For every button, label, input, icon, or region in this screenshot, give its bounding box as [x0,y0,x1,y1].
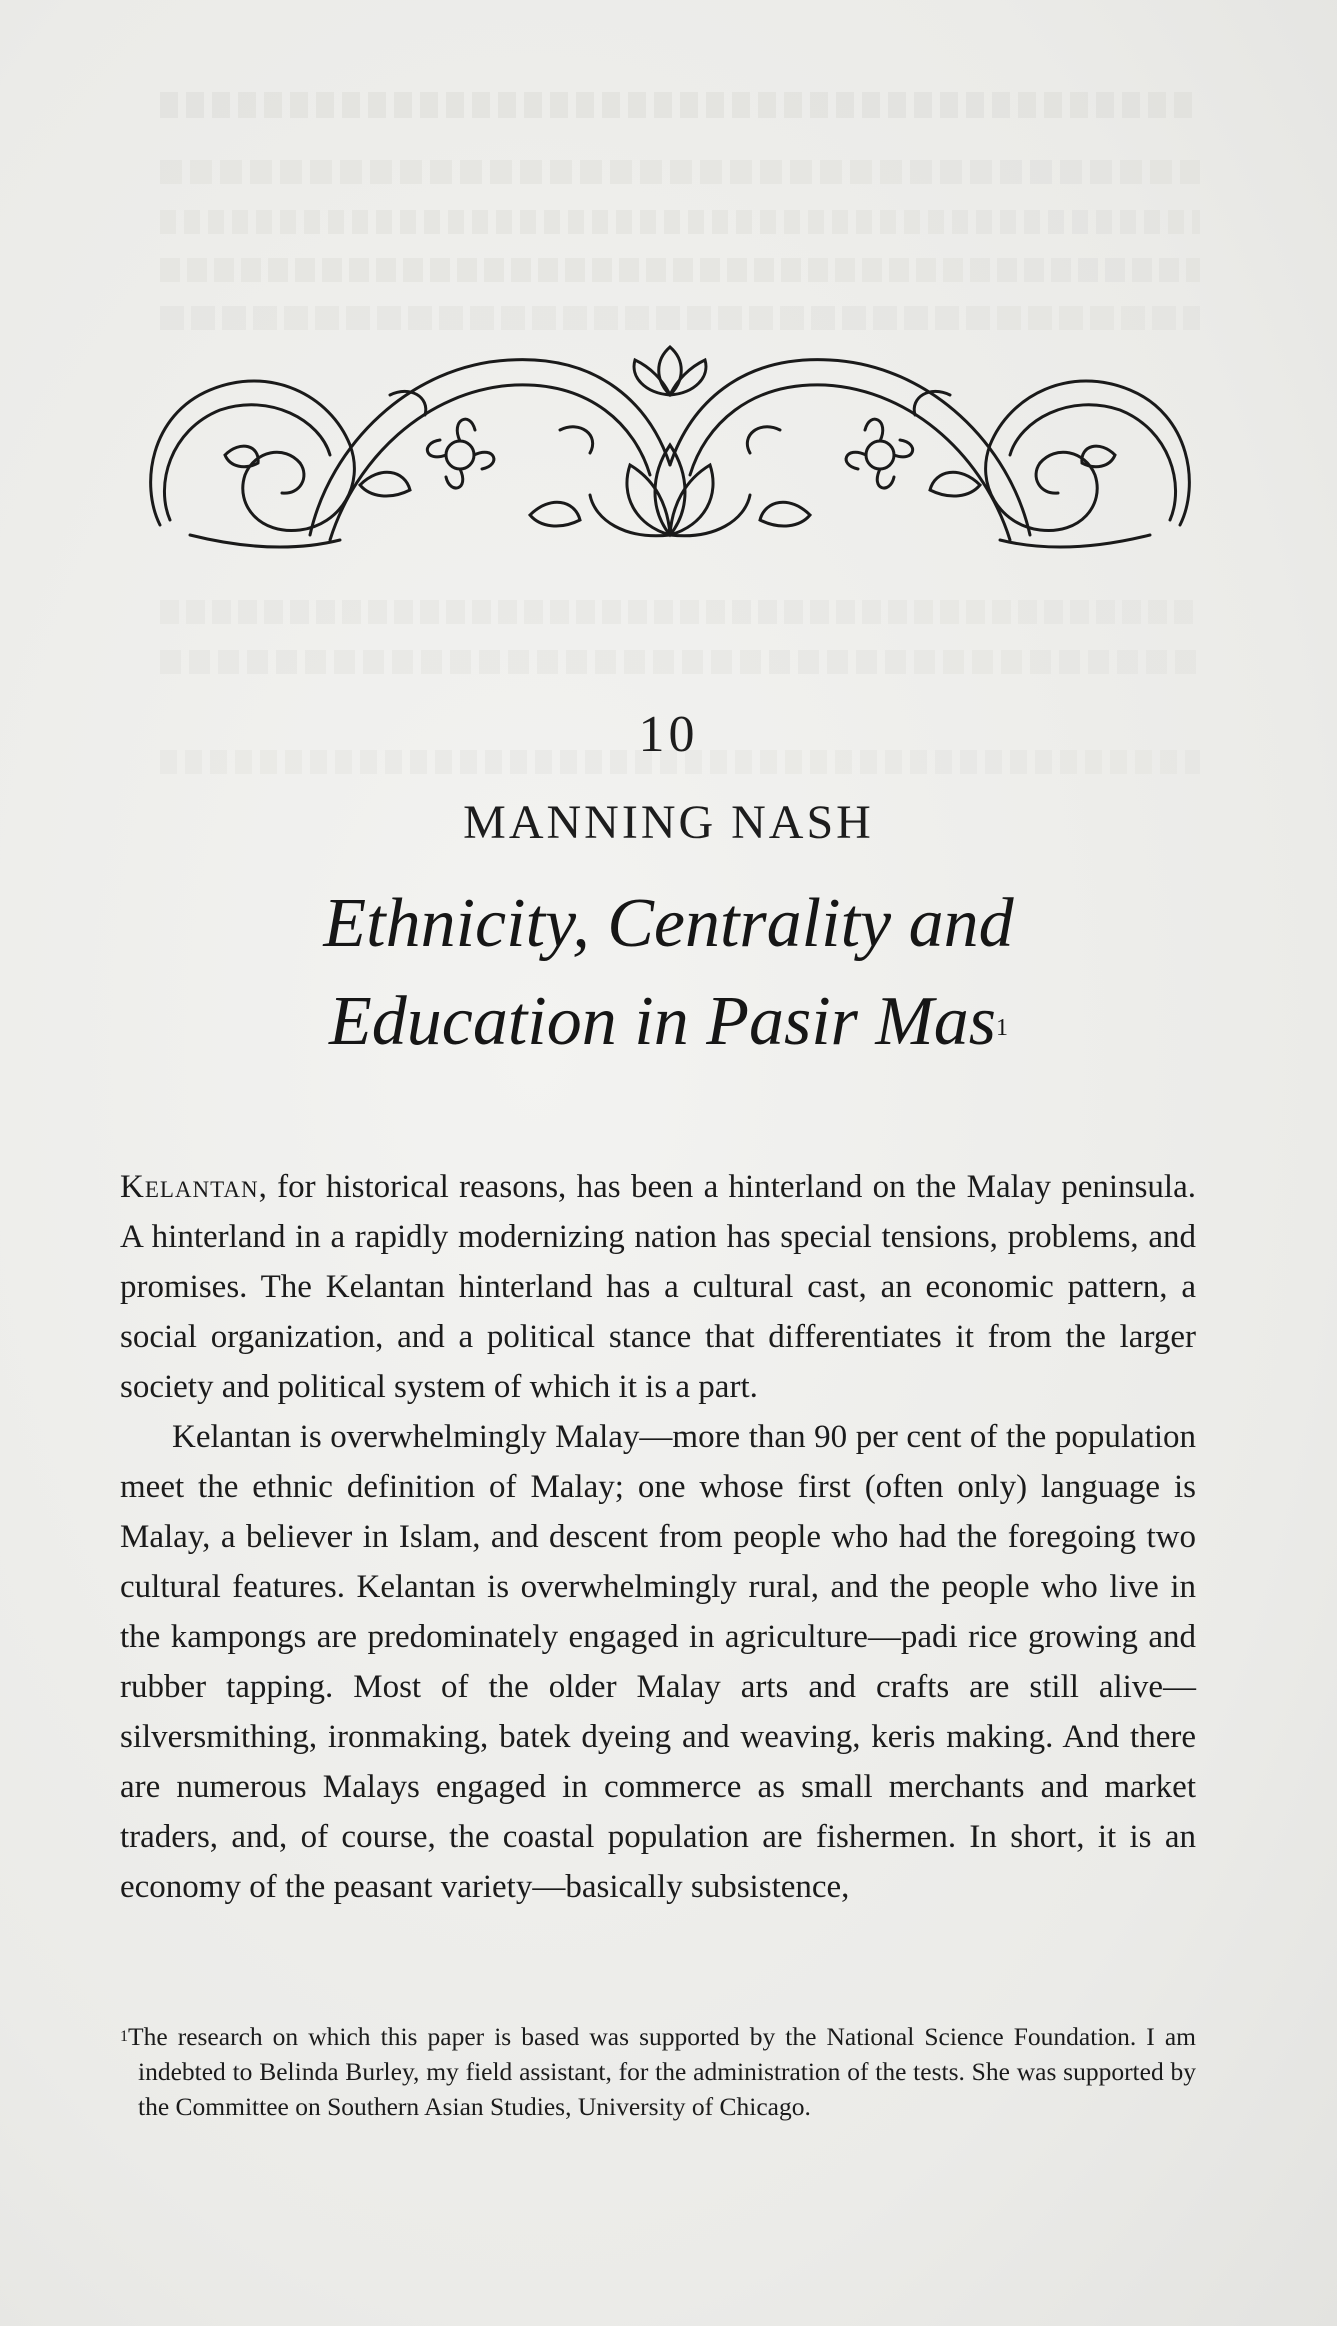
paragraph-1-text: , for historical reasons, has been a hinterland on the Malay peninsula. A hinterland in a rapidly modernizing nation has special tensions, problems, and promises. The Kelantan hinterland has a cultural cast, an economic pattern, a social organization, and a political stance that differentiates it from the larger society and political system of which it is a part. [120,1169,1196,1405]
chapter-number: 10 [638,706,699,763]
title-footnote-marker: 1 [995,1015,1008,1041]
footnote-marker: 1 [120,2028,128,2045]
footnote [120,2019,1196,2124]
paragraph-1 [120,1162,1196,1412]
chapter-title-line-2 [0,973,1337,1071]
body-text [120,1162,1196,1912]
chapter-title [0,875,1337,1071]
paragraph-2: Kelantan is overwhelmingly Malay—more than 90 per cent of the population meet the ethnic definition of Malay; one whose first (often only) language is Malay, a believer in Islam, and descent from people who had the foregoing two cultural features. Kelantan is overwhelmingly rural, and the people who live in the kampongs are predominately engaged in agriculture—padi rice growing and rubber tapping. Most of the older Malay arts and crafts are still alive—silversmithing, ironmaking, batek dyeing and weaving, keris making. And there are numerous Malays engaged in commerce as small merchants and market traders, and, of course, the coastal population are fishermen. In short, it is an economy of the peasant variety—basically subsistence, [120,1419,1196,1905]
footnote-line [120,2019,1196,2124]
chapter-title-line-2-text: Education in Pasir Mas [329,983,996,1060]
chapter-title-line-1: Ethnicity, Centrality and [323,885,1014,962]
floral-ornament-icon [130,335,1210,575]
footnote-text: The research on which this paper is based was supported by the National Science Foundation. I am indebted to Belinda Burley, my field assistant, for the administration of the tests. She was supported by the Committee on Southern Asian Studies, University of Chicago. [128,2022,1196,2121]
paragraph-1-lead-word: Kelantan [120,1169,259,1205]
chapter-author: MANNING NASH [463,796,874,849]
